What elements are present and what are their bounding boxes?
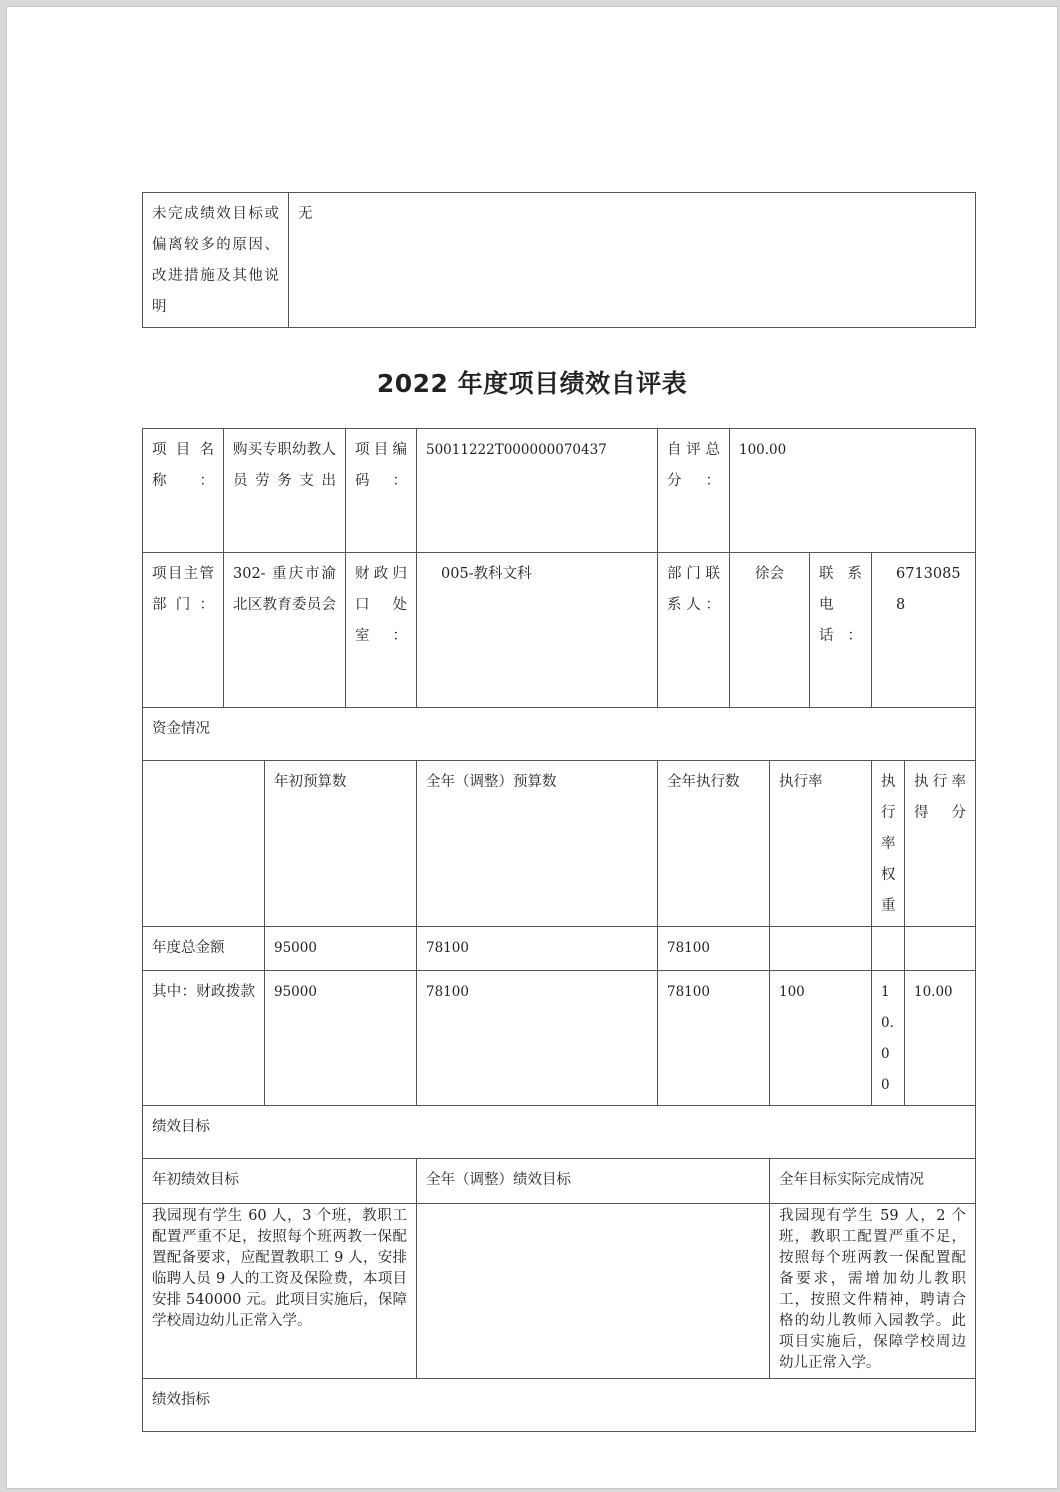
- goals-header-initial: 年初绩效目标: [143, 1159, 417, 1204]
- funds-row-total-label: 年度总金额: [143, 927, 265, 971]
- goals-actual-text: 我园现有学生 59 人，2 个班，教职工配置严重不足，按照每个班两教一保配置配备要求，需增加幼儿教职工，按照文件精神，聘请合格的幼儿教师入园教学。此项目实施后，保障学校周边幼儿正常入学。: [770, 1204, 976, 1379]
- funds-header-exec-rate: 执行率: [770, 761, 872, 927]
- unfinished-goals-table: [142, 192, 976, 328]
- funds-row-fiscal-score: 10.00: [905, 971, 976, 1106]
- funds-row-total-rate: [770, 927, 872, 971]
- phone-value: 67130858: [872, 553, 976, 708]
- funds-row-fiscal-initial: 95000: [265, 971, 417, 1106]
- phone-label: 联 系 电 话：: [810, 553, 872, 708]
- finance-office-label: 财政归口 处室：: [346, 553, 417, 708]
- self-score-label: 自评总分：: [658, 429, 730, 553]
- funds-header-rate-weight: 执行率权重: [872, 761, 905, 927]
- goals-section-title: 绩效目标: [143, 1106, 976, 1159]
- funds-row-total-weight: [872, 927, 905, 971]
- funds-row-fiscal-executed: 78100: [658, 971, 770, 1106]
- finance-office-value: 005-教科文科: [417, 553, 658, 708]
- funds-header-rate-score: 执行率得分: [905, 761, 976, 927]
- project-code-label: 项目编码：: [346, 429, 417, 553]
- unfinished-goals-label: 未完成绩效目标或偏离较多的原因、改进措施及其他说明: [143, 193, 289, 328]
- project-name-label: 项 目 名称：: [143, 429, 224, 553]
- dept-label: 项目主管部门：: [143, 553, 224, 708]
- contact-label: 部门联系人：: [658, 553, 730, 708]
- project-name-value: 购买专职幼教人员劳务支出: [224, 429, 346, 553]
- self-score-value: 100.00: [730, 429, 976, 553]
- funds-row-fiscal-rate: 100: [770, 971, 872, 1106]
- dept-value: 302- 重庆市渝北区教育委员会: [224, 553, 346, 708]
- funds-row-total-initial: 95000: [265, 927, 417, 971]
- funds-header-initial-budget: 年初预算数: [265, 761, 417, 927]
- funds-row-total-executed: 78100: [658, 927, 770, 971]
- indicators-section-title: 绩效指标: [143, 1379, 976, 1432]
- unfinished-goals-value: 无: [289, 193, 976, 328]
- funds-row-total-adjusted: 78100: [417, 927, 658, 971]
- goals-header-adjusted: 全年（调整）绩效目标: [417, 1159, 770, 1204]
- funds-header-executed: 全年执行数: [658, 761, 770, 927]
- document-page: [6, 6, 1058, 1489]
- goals-initial-text: 我园现有学生 60 人，3 个班，教职工配置严重不足，按照每个班两教一保配置配备要求，应配置教职工 9 人，安排临聘人员 9 人的工资及保险费，本项目安排 540000 元。此项目实施后，保障学校周边幼儿正常入学。: [143, 1204, 417, 1379]
- funds-row-fiscal-adjusted: 78100: [417, 971, 658, 1106]
- contact-value: 徐会: [730, 553, 810, 708]
- funds-header-blank: [143, 761, 265, 927]
- funds-row-fiscal-label: 其中：财政拨款: [143, 971, 265, 1106]
- funds-section-title: 资金情况: [143, 708, 976, 761]
- funds-header-adjusted-budget: 全年（调整）预算数: [417, 761, 658, 927]
- page-title: 2022 年度项目绩效自评表: [376, 369, 688, 398]
- performance-table: [142, 428, 976, 1432]
- goals-header-actual: 全年目标实际完成情况: [770, 1159, 976, 1204]
- goals-adjusted-text: [417, 1204, 770, 1379]
- funds-row-total-score: [905, 927, 976, 971]
- funds-row-fiscal-weight: 10.00: [872, 971, 905, 1106]
- project-code-value: 50011222T000000070437: [417, 429, 658, 553]
